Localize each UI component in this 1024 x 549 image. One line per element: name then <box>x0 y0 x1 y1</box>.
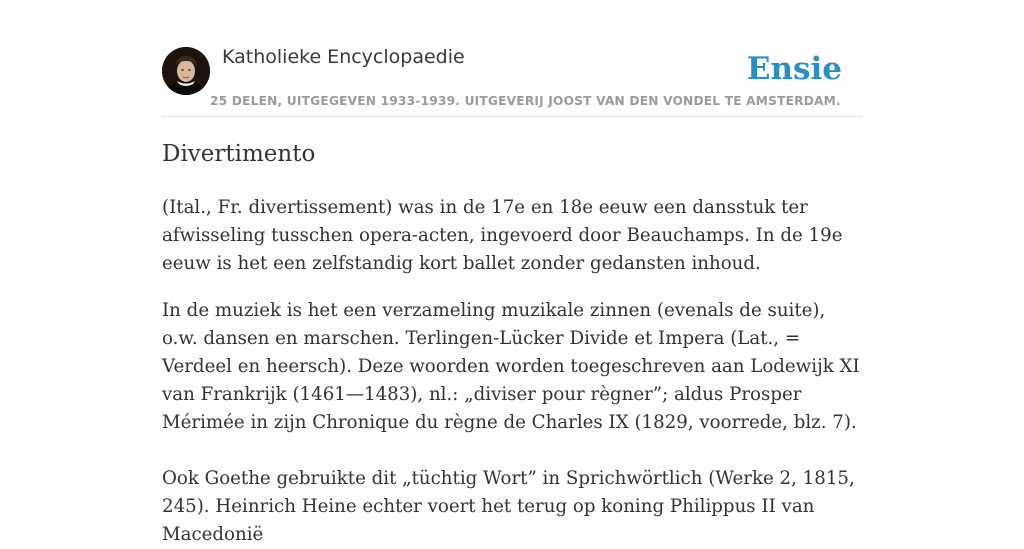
site-header <box>162 0 862 117</box>
portrait-icon <box>162 47 210 95</box>
article-paragraph: (Ital., Fr. divertissement) was in de 17e en 18e eeuw een dansstuk ter afwisseling tusschen opera-acten, ingevoerd door Beauchamps. In de 19e eeuw is het een zelfstandig kort ballet zonder gedansten inhoud. <box>162 197 843 274</box>
article-paragraph: Ook Goethe gebruikte dit „tüchtig Wort” in Sprichwörtlich (Werke 2, 1815, 245). Heinrich Heine echter voert het terug op koning Philippus II van Macedonië <box>162 468 855 545</box>
site-subtitle: 25 DELEN, UITGEGEVEN 1933-1939. UITGEVERIJ JOOST VAN DEN VONDEL TE AMSTERDAM. <box>210 94 841 108</box>
site-title[interactable]: Katholieke Encyclopaedie <box>222 46 465 68</box>
avatar[interactable] <box>162 47 210 95</box>
article-paragraph: In de muziek is het een verzameling muzikale zinnen (evenals de suite), o.w. dansen en marschen. Terlingen-Lücker Divide et Impera (Lat., = Verdeel en heersch). Deze woorden worden toegeschreven aan Lodewijk XI van Frankrijk (1461—1483), nl.: „diviser pour règner”; aldus Prosper Mérimée in zijn Chronique du règne de Charles IX (1829, voorrede, blz. 7). <box>162 300 860 433</box>
article-title: Divertimento <box>162 141 316 167</box>
brand-logo-link[interactable]: Ensie <box>746 51 842 87</box>
article <box>162 138 862 549</box>
